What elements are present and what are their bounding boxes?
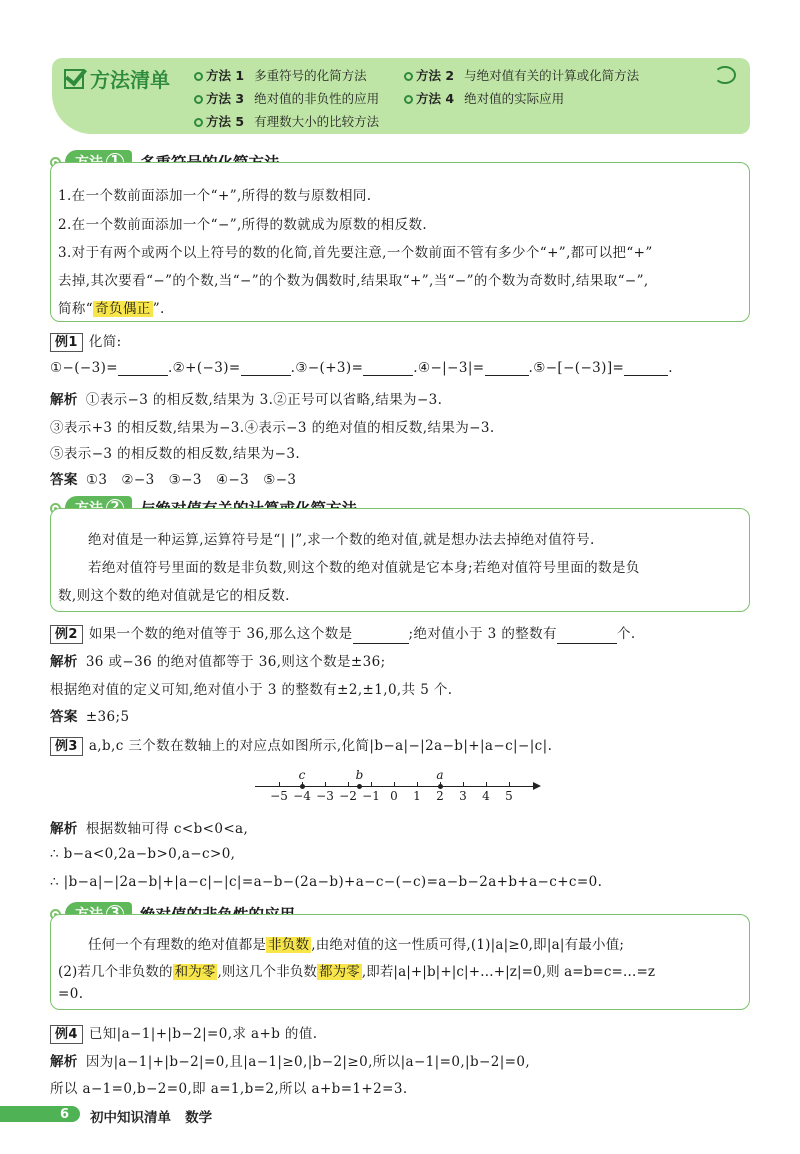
- example3-analysis-3: ∴ |b−a|−|2a−b|+|a−c|−|c|=a−b−(2a−b)+a−c−(−c)=a−b−2a+b+a−c+c=0.: [50, 874, 603, 890]
- axis-tick: [417, 782, 418, 787]
- example4-tag: 例4: [50, 1025, 83, 1044]
- example3-analysis-2: ∴ b−a<0,2a−b>0,a−c>0,: [50, 846, 236, 862]
- example1-analysis-3: ⑤表示−3 的相反数的相反数,结果为−3.: [50, 446, 301, 462]
- example3-tag: 例3: [50, 737, 83, 756]
- axis-tick-label: 0: [390, 789, 398, 803]
- number-line: [255, 768, 545, 808]
- method-list-item-4[interactable]: 方法 4 绝对值的实际应用: [404, 89, 564, 107]
- axis-tick-label: −3: [316, 789, 334, 803]
- axis-tick-label: 2: [436, 789, 444, 803]
- example1-analysis-1: 解析 ①表示−3 的相反数,结果为 3.②正号可以省略,结果为−3.: [50, 392, 443, 408]
- method-list-item-2[interactable]: 方法 2 与绝对值有关的计算或化简方法: [404, 66, 639, 84]
- number-line-axis: [255, 786, 535, 787]
- method-list-item-1[interactable]: 方法 1 多重符号的化简方法: [194, 66, 367, 84]
- point-label-a: a: [436, 768, 444, 782]
- footer-text: 初中知识清单 数学: [90, 1110, 213, 1126]
- method-list-item-3[interactable]: 方法 3 绝对值的非负性的应用: [194, 89, 379, 107]
- example2-analysis-2: 根据绝对值的定义可知,绝对值小于 3 的整数有±2,±1,0,共 5 个.: [50, 682, 453, 698]
- example4-question: 例4 已知|a−1|+|b−2|=0,求 a+b 的值.: [50, 1022, 317, 1044]
- answer-blank[interactable]: [118, 362, 168, 376]
- point-label-b: b: [355, 768, 364, 782]
- axis-tick-label: 1: [413, 789, 421, 803]
- bullet-icon: [404, 95, 413, 104]
- example4-analysis-1: 解析 因为|a−1|+|b−2|=0,且|a−1|≥0,|b−2|≥0,所以|a−1|=0,|b−2|=0,: [50, 1054, 531, 1070]
- point-a: [438, 784, 443, 789]
- point-c: [300, 784, 305, 789]
- answer-blank[interactable]: [241, 362, 291, 376]
- method3-line-3: =0.: [58, 986, 84, 1002]
- example1-answer: 答案 ①3 ②−3 ③−3 ④−3 ⑤−3: [50, 472, 297, 488]
- highlight-sum-zero: 和为零: [174, 964, 216, 980]
- example1-prompt: 例1 化简:: [50, 330, 122, 352]
- axis-tick: [279, 782, 280, 787]
- axis-tick-label: −5: [270, 789, 288, 803]
- example2-answer: 答案 ±36;5: [50, 709, 130, 725]
- answer-blank[interactable]: [485, 362, 529, 376]
- answer-blank[interactable]: [624, 362, 668, 376]
- axis-arrow-icon: [533, 782, 541, 790]
- point-label-c: c: [298, 768, 306, 782]
- method3-line-1: 任何一个有理数的绝对值都是 非负数 ,由绝对值的这一性质可得,(1)|a|≥0,即|a|有最小值;: [88, 937, 625, 953]
- highlight-all-zero: 都为零: [319, 964, 360, 980]
- method3-line-2: (2)若几个非负数的 和为零 ,则这几个非负数 都为零 ,即若|a|+|b|+|c|+…+|z|=0,则 a=b=c=…=z: [58, 964, 656, 980]
- axis-tick: [325, 782, 326, 787]
- axis-tick-label: −2: [339, 789, 357, 803]
- example1-analysis-2: ③表示+3 的相反数,结果为−3.④表示−3 的绝对值的相反数,结果为−3.: [50, 420, 495, 436]
- method2-line-1: 绝对值是一种运算,运算符号是“| |”,求一个数的绝对值,就是想办法去掉绝对值符号.: [88, 532, 595, 548]
- answer-blank[interactable]: [363, 362, 413, 376]
- axis-tick: [371, 782, 372, 787]
- method1-line-3: 3.对于有两个或两个以上符号的数的化简,首先要注意,一个数前面不管有多少个“+”,都可以把“+”: [58, 245, 653, 261]
- example1-questions: ①−(−3)= .②+(−3)= .③−(+3)= .④−|−3|= .⑤−[−(−3)]= .: [50, 360, 673, 376]
- method1-line-5: 简称“ 奇负偶正 ”.: [58, 301, 165, 317]
- example2-tag: 例2: [50, 625, 83, 644]
- example3-analysis-1: 解析 根据数轴可得 c<b<0<a,: [50, 821, 249, 837]
- example3-question: 例3 a,b,c 三个数在数轴上的对应点如图所示,化简|b−a|−|2a−b|+|a−c|−|c|.: [50, 734, 552, 756]
- axis-tick: [394, 782, 395, 787]
- bullet-icon: [404, 72, 413, 81]
- answer-blank[interactable]: [353, 630, 409, 644]
- answer-blank[interactable]: [557, 630, 617, 644]
- point-b: [357, 784, 362, 789]
- axis-tick-label: −1: [362, 789, 380, 803]
- axis-tick-label: 3: [459, 789, 467, 803]
- page-number: 6: [60, 1107, 70, 1122]
- example4-analysis-2: 所以 a−1=0,b−2=0,即 a=1,b=2,所以 a+b=1+2=3.: [50, 1081, 408, 1097]
- bullet-icon: [194, 118, 203, 127]
- example2-analysis-1: 解析 36 或−36 的绝对值都等于 36,则这个数是±36;: [50, 654, 386, 670]
- axis-tick: [463, 782, 464, 787]
- method2-line-3: 数,则这个数的绝对值就是它的相反数.: [58, 588, 290, 604]
- page-footer: [0, 1104, 800, 1126]
- axis-tick: [486, 782, 487, 787]
- example1-tag: 例1: [50, 333, 83, 352]
- example2-question: 例2 如果一个数的绝对值等于 36,那么这个数是 ;绝对值小于 3 的整数有 个.: [50, 622, 636, 644]
- swirl-decoration-icon: [714, 66, 736, 84]
- highlight-nonneg: 非负数: [268, 937, 310, 953]
- axis-tick-label: −4: [293, 789, 311, 803]
- checkmark-icon: [64, 69, 84, 89]
- method1-line-2: 2.在一个数前面添加一个“−”,所得的数就成为原数的相反数.: [58, 217, 428, 233]
- highlight-mnemonic: 奇负偶正: [95, 301, 151, 317]
- axis-tick: [509, 782, 510, 787]
- method1-line-1: 1.在一个数前面添加一个“+”,所得的数与原数相同.: [58, 188, 372, 204]
- axis-tick-label: 5: [505, 789, 513, 803]
- axis-tick: [348, 782, 349, 787]
- method-list-banner: [52, 58, 750, 134]
- axis-tick-label: 4: [482, 789, 490, 803]
- bullet-icon: [194, 95, 203, 104]
- method-list-item-5[interactable]: 方法 5 有理数大小的比较方法: [194, 112, 379, 130]
- bullet-icon: [194, 72, 203, 81]
- banner-title: 方法清单: [64, 64, 170, 93]
- method1-line-4: 去掉,其次要看“−”的个数,当“−”的个数为偶数时,结果取“+”,当“−”的个数为奇数时,结果取“−”,: [58, 273, 649, 289]
- method2-line-2: 若绝对值符号里面的数是非负数,则这个数的绝对值就是它本身;若绝对值符号里面的数是负: [88, 560, 640, 576]
